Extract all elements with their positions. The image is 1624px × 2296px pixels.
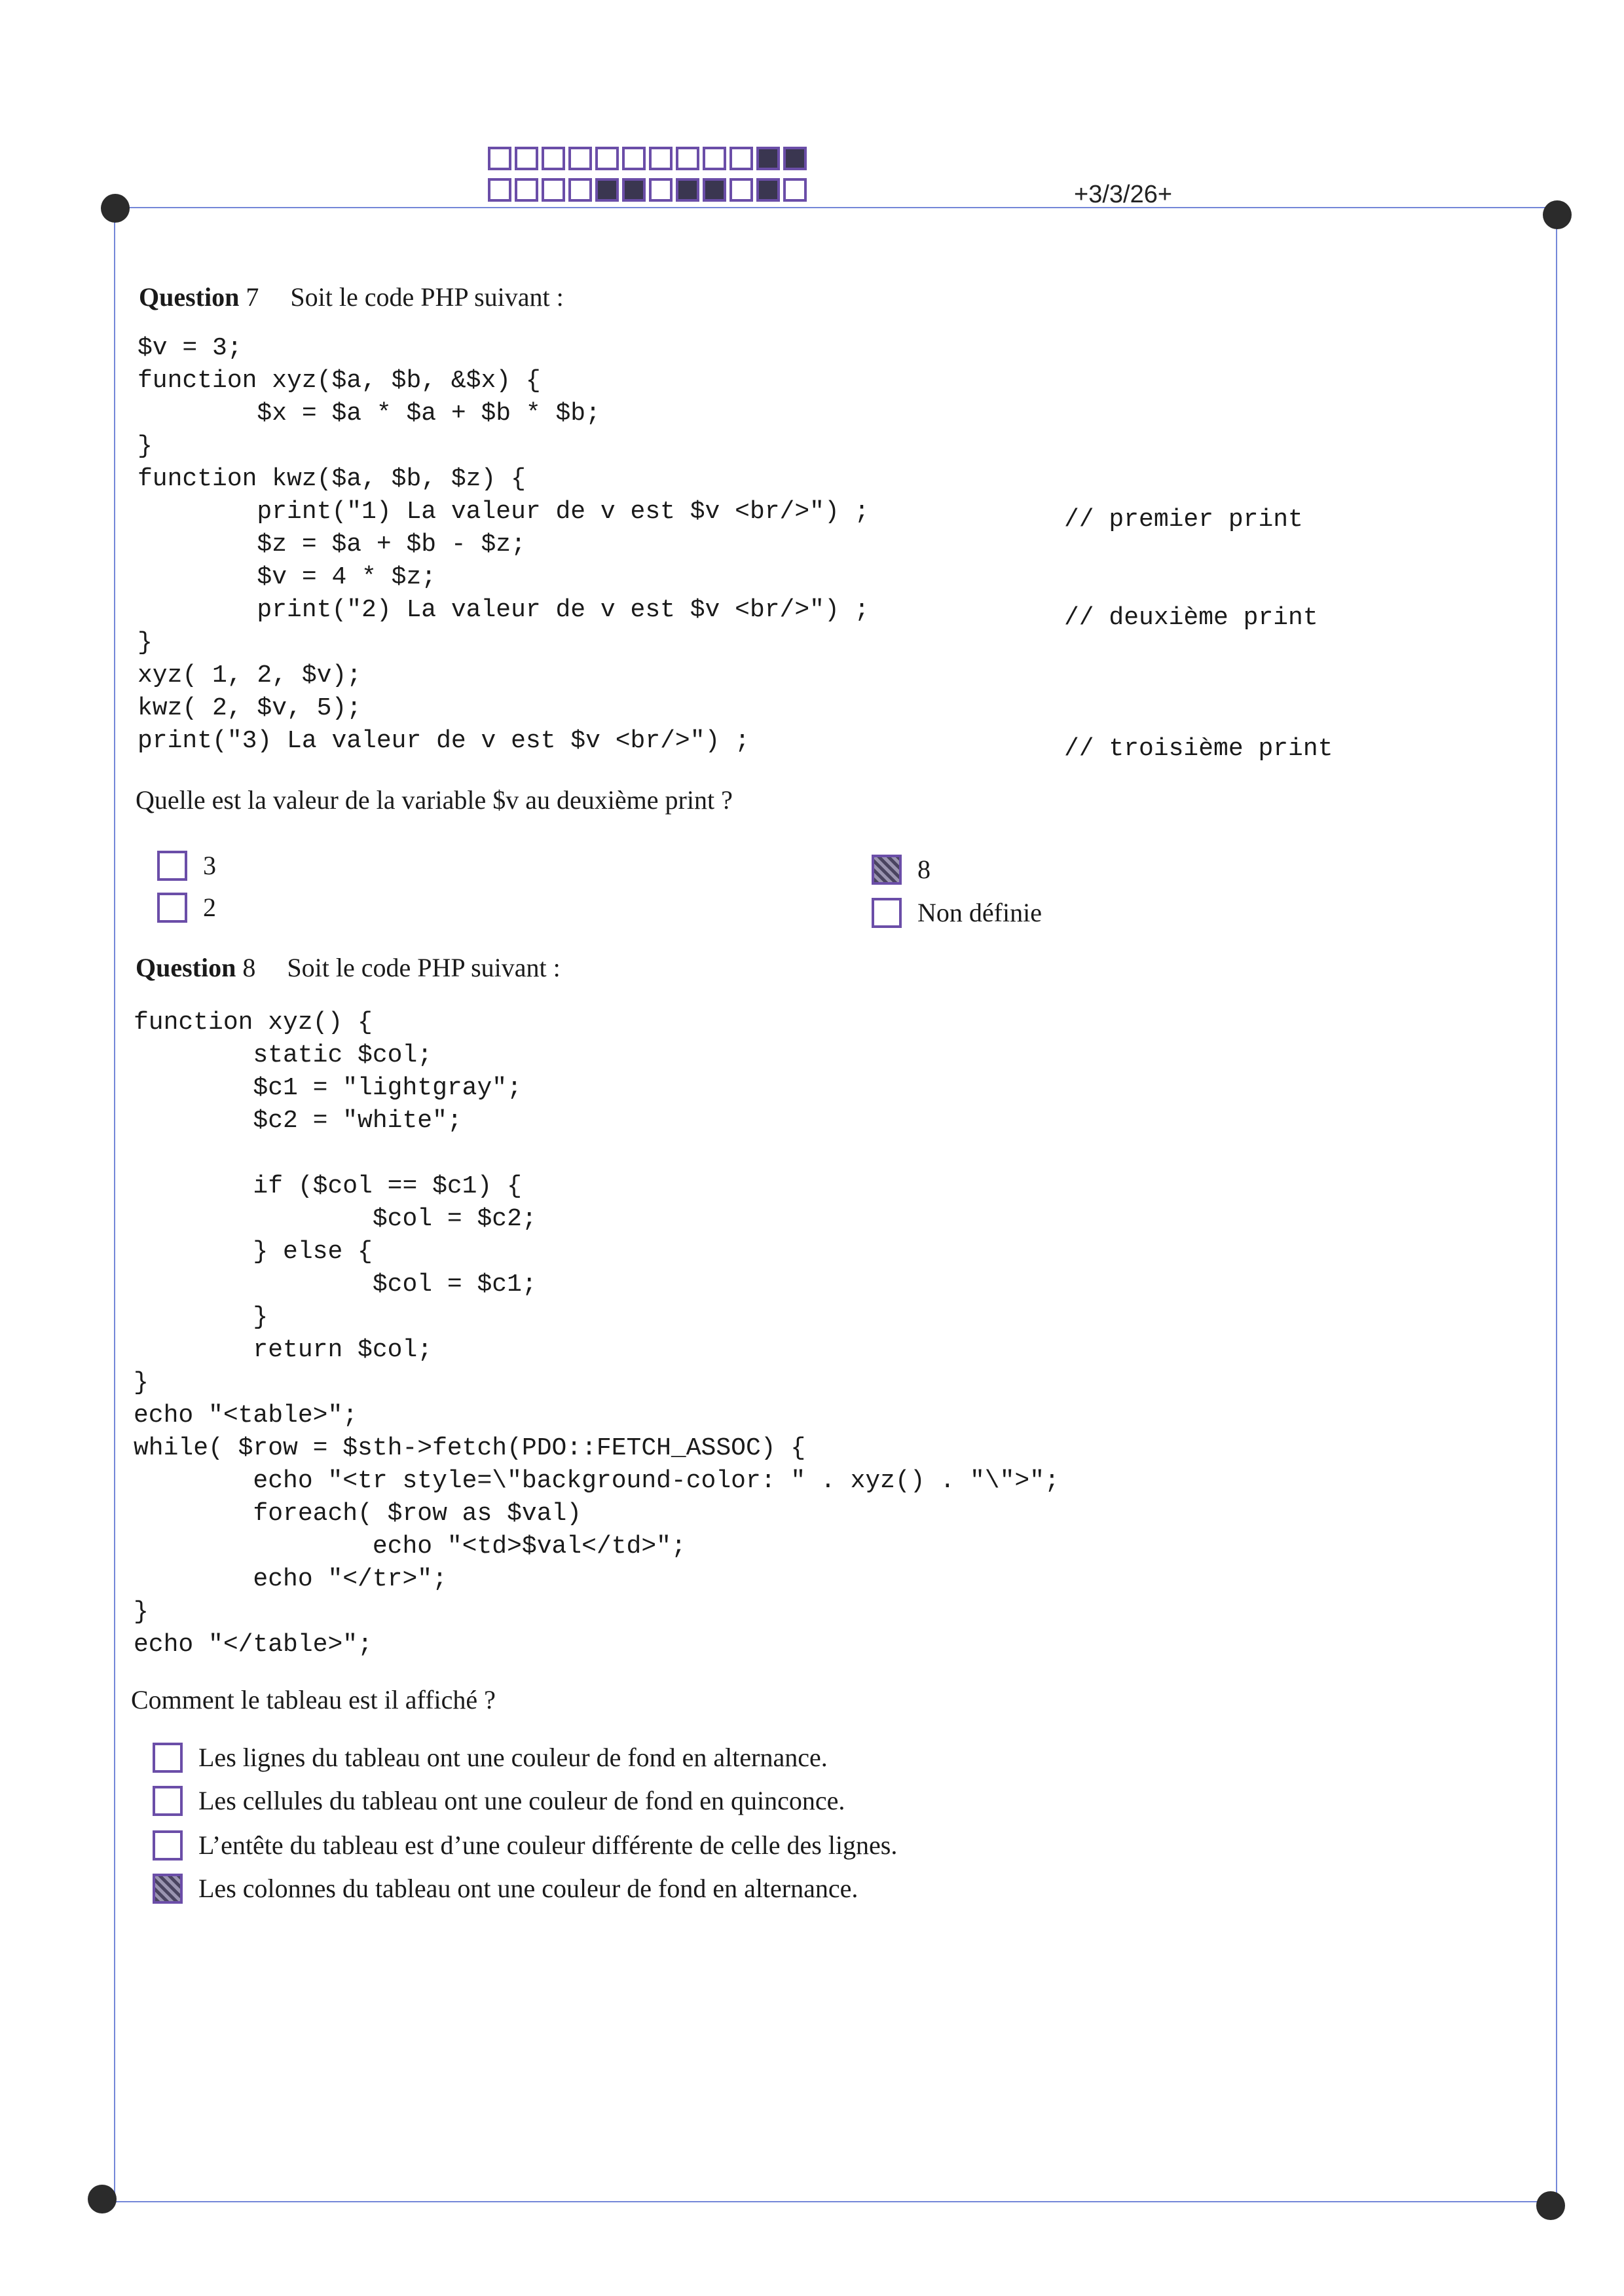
code-row-1-cell xyxy=(568,147,592,170)
q8-option-cellules[interactable] xyxy=(153,1785,845,1816)
option-label: L’entête du tableau est d’une couleur différente de celle des lignes. xyxy=(198,1830,898,1860)
code-row-2-cell xyxy=(515,178,538,202)
question-8-header xyxy=(136,952,561,983)
comment-second-print: // deuxième print xyxy=(1064,604,1318,632)
checkbox[interactable] xyxy=(153,1743,183,1773)
q8-option-colonnes[interactable] xyxy=(153,1873,858,1904)
q7-option-non-definie[interactable] xyxy=(872,897,1042,928)
q7-code-line: print("1) La valeur de v est $v <br/>") ; xyxy=(138,498,870,526)
q8-option-lignes[interactable] xyxy=(153,1742,828,1773)
page-id: +3/3/26+ xyxy=(1074,181,1173,208)
checkbox[interactable] xyxy=(153,1830,183,1861)
code-row-2-cell xyxy=(783,178,807,202)
q7-code-line: $z = $a + $b - $z; xyxy=(138,530,526,559)
q7-code-line: } xyxy=(138,629,153,657)
q7-option-8[interactable] xyxy=(872,854,931,885)
q7-code-line: } xyxy=(138,432,153,460)
question-8-prompt: Comment le tableau est il affiché ? xyxy=(131,1685,496,1714)
code-row-2-cell xyxy=(729,178,753,202)
checkbox[interactable] xyxy=(872,898,902,928)
code-row-1-cell xyxy=(703,147,726,170)
corner-mark-bottom-left xyxy=(88,2185,117,2213)
checkbox[interactable] xyxy=(872,855,902,885)
q7-code-line: $v = 3; xyxy=(138,334,242,362)
code-row-2-cell xyxy=(703,178,726,202)
option-label: Non définie xyxy=(917,898,1042,927)
code-row-1-cell xyxy=(783,147,807,170)
q7-option-3[interactable] xyxy=(157,850,216,881)
q7-code-line: print("3) La valeur de v est $v <br/>") ; xyxy=(138,727,750,755)
q7-code-line: kwz( 2, $v, 5); xyxy=(138,694,362,722)
q7-code-line: function xyz($a, $b, &$x) { xyxy=(138,367,541,395)
code-row-2-cell xyxy=(568,178,592,202)
q8-code-line: echo "<tr style=\"background-color: " . xyz() . "\">"; xyxy=(134,1467,1060,1495)
code-row-1-cell xyxy=(488,147,511,170)
comment-third-print: // troisième print xyxy=(1064,735,1333,763)
question-7-code xyxy=(138,332,869,758)
code-row-2-cell xyxy=(649,178,673,202)
code-row-1-cell xyxy=(622,147,646,170)
q7-code-line: $x = $a * $a + $b * $b; xyxy=(138,399,600,428)
q8-code-line xyxy=(134,1138,1060,1170)
q7-code-line: xyz( 1, 2, $v); xyxy=(138,661,362,690)
code-row-2-cell xyxy=(542,178,565,202)
q7-code-line: print("2) La valeur de v est $v <br/>") ; xyxy=(138,596,870,624)
q8-code-line: $c2 = "white"; xyxy=(134,1107,462,1135)
q8-code-line: foreach( $row as $val) xyxy=(134,1500,582,1528)
q8-code-line: $c1 = "lightgray"; xyxy=(134,1074,522,1102)
corner-mark-bottom-right xyxy=(1536,2191,1565,2220)
q8-code-line: while( $row = $sth->fetch(PDO::FETCH_ASSOC) { xyxy=(134,1434,806,1462)
checkbox[interactable] xyxy=(153,1786,183,1816)
q7-code-line: $v = 4 * $z; xyxy=(138,563,437,591)
option-label: 2 xyxy=(203,893,216,922)
code-row-1-cell xyxy=(756,147,780,170)
checkbox[interactable] xyxy=(157,851,187,881)
q8-code-line: echo "<table>"; xyxy=(134,1401,358,1430)
corner-mark-top-left xyxy=(101,194,130,223)
code-row-1-cell xyxy=(542,147,565,170)
q8-code-line: return $col; xyxy=(134,1336,433,1364)
q8-code-line: } xyxy=(134,1369,149,1397)
q7-code-line: function kwz($a, $b, $z) { xyxy=(138,465,526,493)
checkbox[interactable] xyxy=(157,893,187,923)
question-7-label: Question 7 xyxy=(139,282,259,312)
q8-code-line: $col = $c1; xyxy=(134,1270,537,1299)
code-row-2-cell xyxy=(676,178,699,202)
q8-code-line: $col = $c2; xyxy=(134,1205,537,1233)
question-7-intro: Soit le code PHP suivant : xyxy=(290,282,564,312)
q8-option-entete[interactable] xyxy=(153,1830,897,1861)
code-row-2-cell xyxy=(488,178,511,202)
question-8-code xyxy=(134,1007,1060,1661)
q8-code-line: echo "</tr>"; xyxy=(134,1565,447,1593)
option-label: Les cellules du tableau ont une couleur de fond en quinconce. xyxy=(198,1786,845,1815)
code-row-1-cell xyxy=(515,147,538,170)
q8-code-line: if ($col == $c1) { xyxy=(134,1172,522,1200)
question-8-intro: Soit le code PHP suivant : xyxy=(287,953,561,982)
question-7-prompt: Quelle est la valeur de la variable $v au deuxième print ? xyxy=(136,785,733,815)
code-row-1-cell xyxy=(676,147,699,170)
q8-code-line: } xyxy=(134,1303,268,1331)
comment-first-print: // premier print xyxy=(1064,506,1303,534)
code-row-1-cell xyxy=(729,147,753,170)
q8-code-line: } else { xyxy=(134,1238,373,1266)
option-label: 3 xyxy=(203,851,216,880)
checkbox[interactable] xyxy=(153,1874,183,1904)
q8-code-line: } xyxy=(134,1598,149,1626)
q8-code-line: function xyz() { xyxy=(134,1009,373,1037)
question-8-label: Question 8 xyxy=(136,953,256,982)
header-code-row-1 xyxy=(488,147,810,170)
option-label: Les colonnes du tableau ont une couleur de fond en alternance. xyxy=(198,1874,858,1903)
code-row-2-cell xyxy=(622,178,646,202)
option-label: 8 xyxy=(917,855,931,884)
q8-code-line: static $col; xyxy=(134,1041,433,1069)
question-7-header xyxy=(139,282,564,312)
q8-code-line: echo "</table>"; xyxy=(134,1631,373,1659)
code-row-2-cell xyxy=(595,178,619,202)
code-row-2-cell xyxy=(756,178,780,202)
q7-option-2[interactable] xyxy=(157,892,216,923)
q8-code-line: echo "<td>$val</td>"; xyxy=(134,1532,686,1561)
corner-mark-top-right xyxy=(1543,200,1572,229)
code-row-1-cell xyxy=(649,147,673,170)
code-row-1-cell xyxy=(595,147,619,170)
option-label: Les lignes du tableau ont une couleur de fond en alternance. xyxy=(198,1743,828,1772)
header-code-row-2 xyxy=(488,178,810,202)
